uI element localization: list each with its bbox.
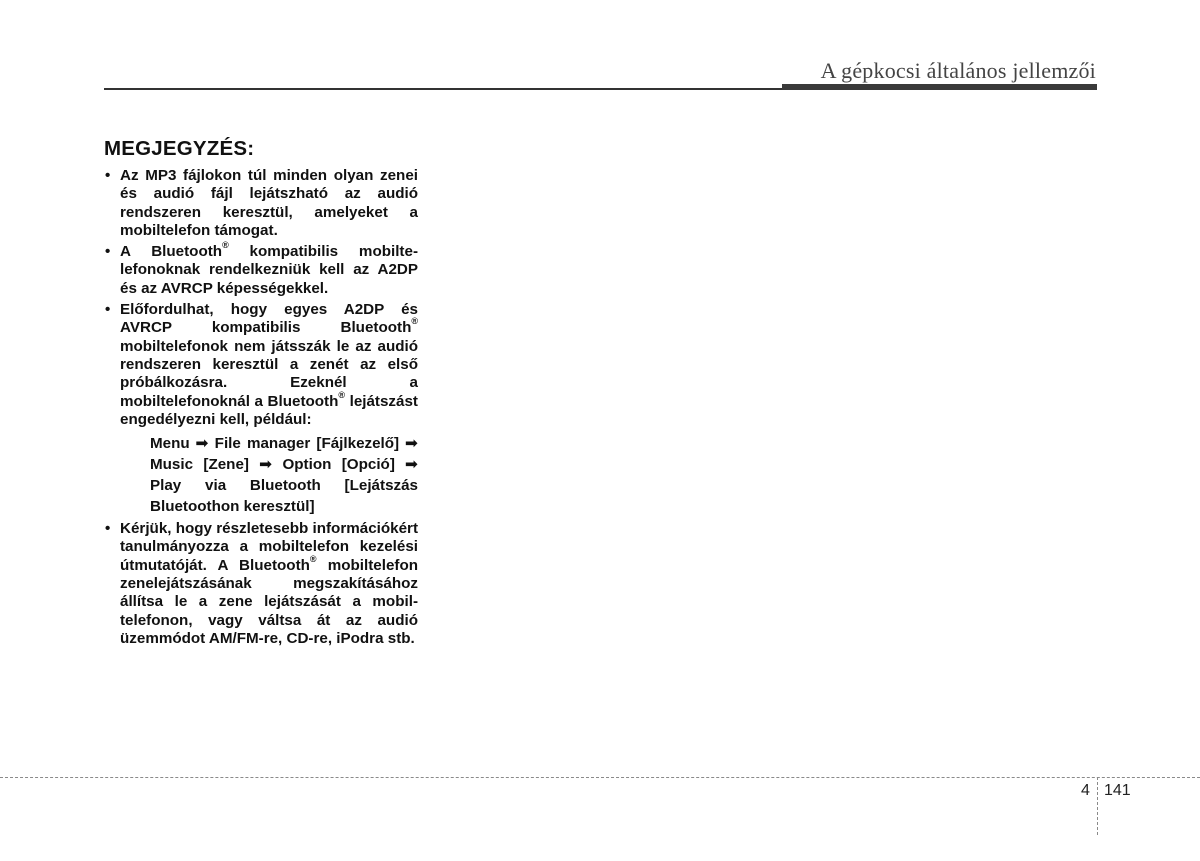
- note-text: mobiltelefonok nem játsszák le az audió rendszeren keresztül a zenét az első próbálkozásra. Ezeknél a mobiltelefonoknál a Bluetooth: [120, 337, 418, 410]
- chapter-number: 4: [1081, 782, 1090, 799]
- menu-path-step: Menu: [150, 435, 190, 453]
- note-text: Az MP3 fájlokon túl minden olyan zenei és audió fájl lejátszható az audió rendszeren keresztül, amelyeket a mobiltelefon támogat.: [120, 167, 418, 239]
- arrow-icon: ➟: [405, 456, 418, 474]
- registered-mark: ®: [411, 316, 418, 327]
- menu-path-step: Play via Bluetooth [Lejátszás Bluetoothon keresztül]: [150, 477, 418, 516]
- arrow-icon: ➟: [195, 435, 209, 453]
- footer-rule: [0, 777, 1200, 778]
- bullet-icon: •: [105, 167, 111, 184]
- note-list: [104, 167, 418, 648]
- menu-path-step: File manager [Fájlkezelő]: [214, 435, 400, 453]
- bullet-icon: •: [105, 243, 111, 261]
- note-item-more-info: [104, 520, 418, 648]
- page-number: 141: [1104, 782, 1131, 799]
- chapter-title: A gépkocsi általános jellemzői: [820, 58, 1096, 83]
- menu-path-step: Option [Opció]: [282, 456, 395, 474]
- menu-path-step: Music [Zene]: [150, 456, 249, 474]
- note-text: lejátszást engedélyezni kell, például:: [120, 392, 418, 428]
- note-item-playback: [104, 301, 418, 517]
- footer-divider: [1097, 777, 1098, 835]
- registered-mark: ®: [222, 240, 229, 251]
- note-text: Kérjük, hogy részletesebb információkért tanulmányozza a mobiltelefon kezelési útmutatóját. A Bluetooth: [120, 520, 418, 574]
- registered-mark: ®: [338, 389, 346, 400]
- note-heading: MEGJEGYZÉS:: [104, 137, 255, 160]
- arrow-icon: ➟: [405, 435, 418, 453]
- note-text: kompatibilis mobiltelefonoknak rendelkezniük kell az A2DP és az AVRCP képességekkel.: [120, 243, 418, 297]
- note-box: [104, 137, 418, 651]
- registered-mark: ®: [309, 553, 317, 564]
- bullet-icon: •: [105, 301, 111, 319]
- bullet-icon: •: [105, 520, 111, 538]
- header-rule-accent: [782, 84, 1097, 90]
- note-item-compatibility: [104, 240, 418, 298]
- note-text: A Bluetooth: [120, 243, 223, 261]
- header-rule: [104, 88, 784, 90]
- note-text: Előfordulhat, hogy egyes A2DP és AVRCP kompatibilis Bluetooth: [120, 301, 418, 337]
- menu-path: [150, 433, 418, 517]
- note-text: mobiltelefon zenelejátszásának megszakításához állítsa le a zene lejátszását a mobiltelefonon, vagy váltsa át az audió üzemmódot AM/FM-re, CD-re, iPodra stb.: [120, 556, 418, 647]
- note-item-mp3: [104, 167, 418, 240]
- arrow-icon: ➟: [259, 456, 273, 474]
